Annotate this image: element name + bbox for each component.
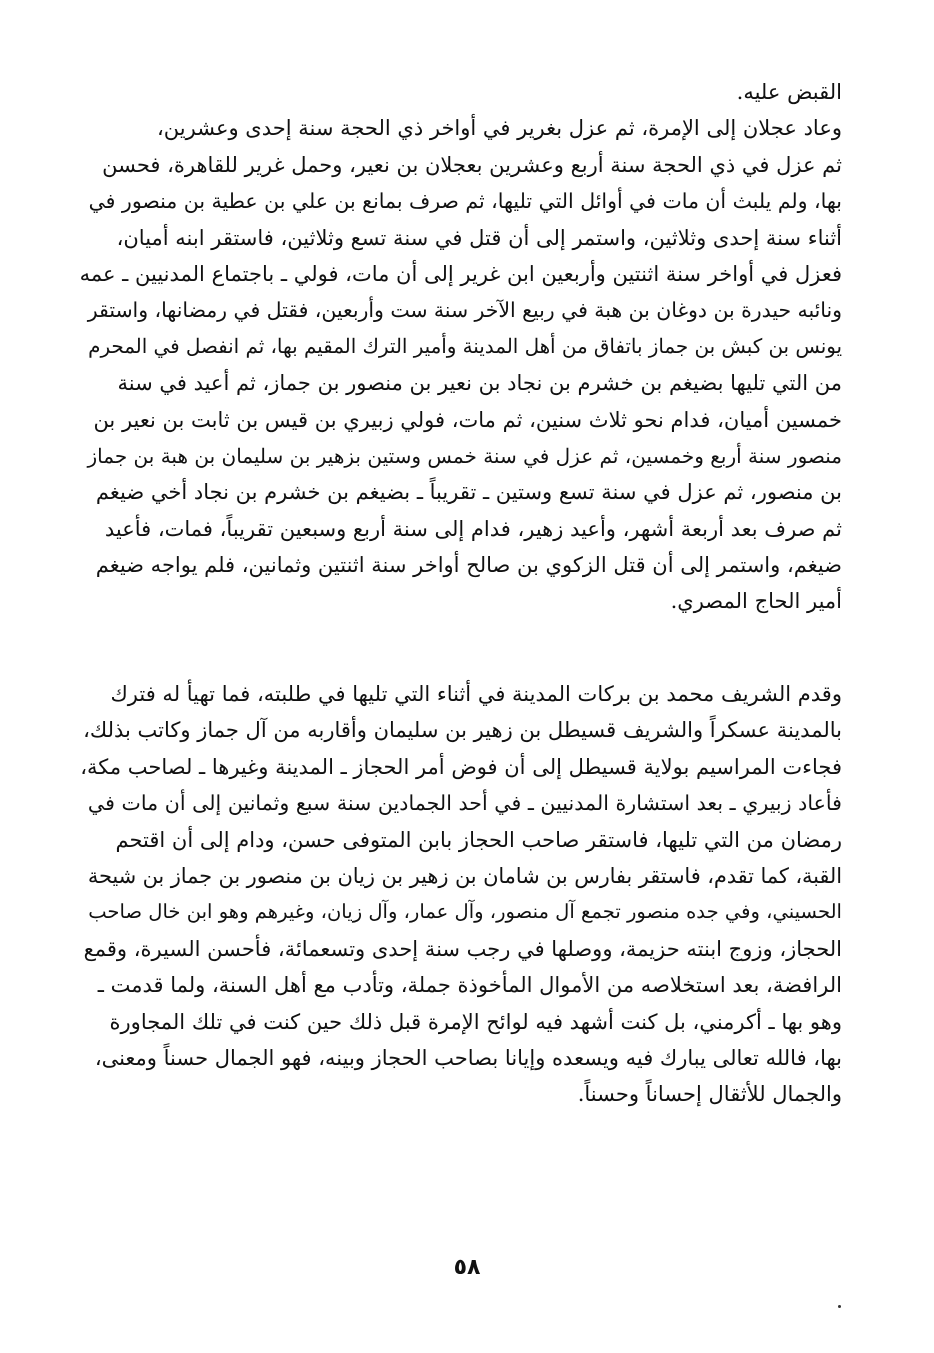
text-line: الحسيني، وفي جده منصور تجمع آل منصور، وآل عمار، وآل زيان، وغيرهم وهو ابن خال صاحب bbox=[88, 900, 842, 924]
paragraph-block-1 bbox=[80, 74, 842, 620]
text-line: فأعاد زبيري ـ بعد استشارة المدنيين ـ في أحد الجمادين سنة سبع وثمانين إلى أن مات في bbox=[87, 791, 842, 816]
text-line: ثم صرف بعد أربعة أشهر، وأعيد زهير، فدام إلى سنة أربع وسبعين تقريباً، فمات، فأعيد bbox=[104, 516, 842, 541]
text-line: يونس بن كبش بن جماز باتفاق من أهل المدينة وأمير الترك المقيم بها، ثم انفصل في المحرم bbox=[88, 334, 842, 358]
text-line: ضيغم، واستمر إلى أن قتل الزكوي بن صالح أواخر سنة اثنتين وثمانين، فلم يواجه ضيغم bbox=[95, 553, 842, 578]
text-line: ونائبه حيدرة بن دوغان بن هبة في ربيع الآخر سنة ست وأربعين، فقتل في رمضانها، واستقر bbox=[87, 298, 842, 323]
text-line: والجمال للأثقال إحساناً وحسناً. bbox=[577, 1082, 842, 1107]
text-line: منصور سنة أربع وخمسين، ثم عزل في سنة خمس وستين بزهير بن سليمان بن هبة بن جماز bbox=[87, 443, 842, 468]
page-number: ٥٨ bbox=[453, 1255, 481, 1280]
text-line: الحجاز، وزوج ابنته حزيمة، ووصلها في رجب سنة إحدى وتسعمائة، فأحسن السيرة، وقمع bbox=[83, 936, 842, 961]
text-line: بن منصور، ثم عزل في سنة تسع وستين ـ تقريباً ـ بضيغم بن خشرم بن نجاد أخي ضيغم bbox=[95, 480, 842, 505]
text-line: أثناء سنة إحدى وثلاثين، واستمر إلى أن قتل في سنة تسع وثلاثين، فاستقر ابنه أميان، bbox=[116, 225, 842, 250]
text-line: الرافضة، بعد استخلاصه من الأموال المأخوذة جملة، وتأدب مع أهل السنة، ولما قدمت ـ bbox=[97, 973, 842, 998]
text-line: خمسين أميان، فدام نحو ثلاث سنين، ثم مات، فولي زبيري بن قيس بن ثابت بن نعير بن bbox=[93, 407, 842, 432]
paragraph-block-2 bbox=[80, 676, 842, 1113]
text-line: وقدم الشريف محمد بن بركات المدينة في أثناء التي تليها في طلبته، فما تهيأ له فترك bbox=[110, 682, 842, 706]
text-line: القبة، كما تقدم، فاستقر بفارس بن شامان بن زهير بن زيان بن منصور بن جماز بن شيحة bbox=[87, 863, 842, 888]
text-line: بها، ولم يلبث أن مات في أوائل التي تليها، ثم صرف بمانع بن علي بن عطية بن منصور في bbox=[88, 189, 842, 214]
text-line: وعاد عجلان إلى الإمرة، ثم عزل بغرير في أواخر ذي الحجة سنة إحدى وعشرين، bbox=[157, 116, 842, 141]
text-line: ثم عزل في ذي الحجة سنة أربع وعشرين بعجلان بن نعير، وحمل غرير للقاهرة، فحسن bbox=[102, 152, 842, 177]
text-line: أمير الحاج المصري. bbox=[670, 589, 842, 614]
text-line: رمضان من التي تليها، فاستقر صاحب الحجاز بابن المتوفى حسن، ودام إلى أن اقتحم bbox=[115, 827, 842, 852]
text-line: فجاءت المراسيم بولاية قسيطل إلى أن فوض أمر الحجاز ـ المدينة وغيرها ـ لصاحب مكة، bbox=[80, 754, 842, 779]
scan-speck bbox=[838, 1305, 841, 1308]
text-line: بها، فالله تعالى يبارك فيه ويسعده وإيانا بصاحب الحجاز وبينه، فهو الجمال حسناً ومعنى، bbox=[94, 1045, 842, 1070]
text-line: القبض عليه. bbox=[736, 80, 842, 104]
text-line: بالمدينة عسكراً والشريف قسيطل بن زهير بن سليمان وأقاربه من آل جماز وكاتب بذلك، bbox=[83, 718, 842, 743]
text-line: وهو بها ـ أكرمني، بل كنت أشهد فيه لوائح الإمرة قبل ذلك حين كنت في تلك المجاورة bbox=[109, 1009, 842, 1034]
text-line: من التي تليها بضيغم بن خشرم بن نجاد بن نعير بن منصور بن جماز، ثم أعيد في سنة bbox=[117, 371, 842, 396]
text-line: فعزل في أواخر سنة اثنتين وأربعين ابن غرير إلى أن مات، فولي ـ باجتماع المدنيين ـ عمه bbox=[80, 261, 842, 286]
